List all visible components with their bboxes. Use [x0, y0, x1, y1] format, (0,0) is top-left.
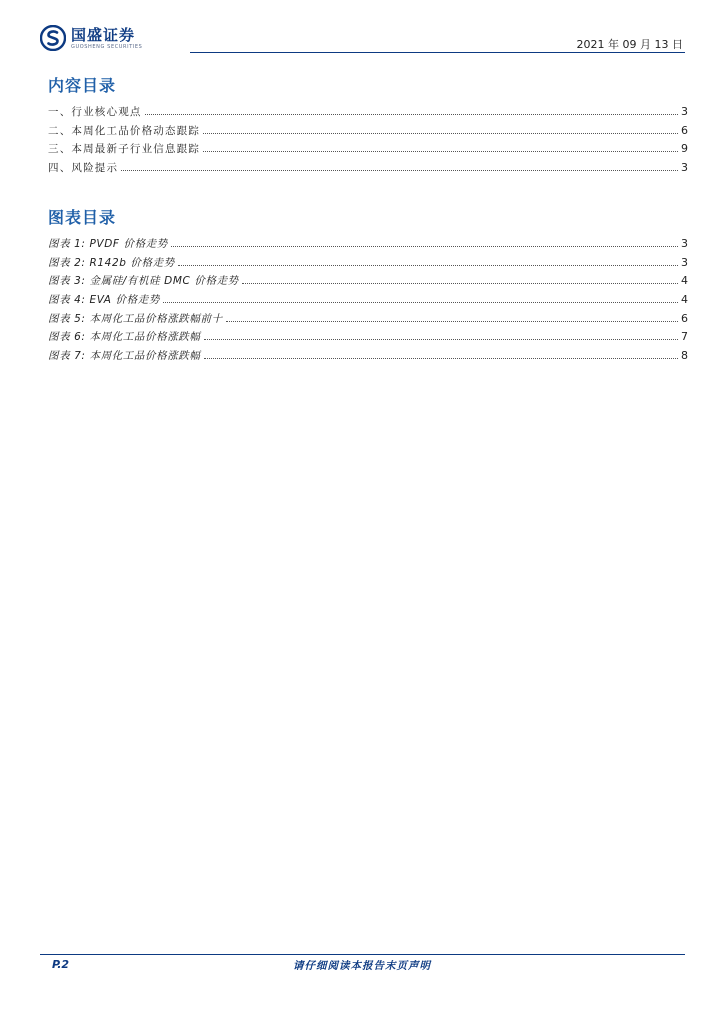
dot-leader [204, 357, 679, 359]
dot-leader [171, 245, 678, 247]
dot-leader [145, 113, 678, 115]
report-date: 2021 年 09 月 13 日 [576, 38, 683, 51]
company-logo [40, 24, 142, 52]
footer-disclaimer: 请仔细阅读本报告末页声明 [293, 960, 431, 972]
figure-entry[interactable] [48, 273, 688, 292]
toc-entry-page: 6 [681, 123, 688, 137]
toc-heading: 内容目录 [48, 76, 117, 95]
toc-entry[interactable] [48, 141, 688, 160]
figure-entry[interactable] [48, 292, 688, 311]
toc-entry-page: 3 [681, 105, 688, 118]
toc-entry-page: 3 [681, 161, 688, 175]
figure-list-heading: 图表目录 [48, 208, 117, 227]
figure-entry-page: 4 [681, 274, 688, 288]
figure-entry-page: 4 [681, 293, 688, 307]
dot-leader [226, 320, 678, 322]
dot-leader [242, 282, 678, 284]
toc-entry-label: 四、风险提示 [48, 162, 119, 175]
toc-entry-label: 二、本周化工品价格动态跟踪 [48, 124, 201, 137]
logo-name-en: GUOSHENG SECURITIES [71, 43, 143, 50]
figure-entry[interactable] [48, 329, 688, 348]
toc-list [48, 104, 688, 179]
figure-entry-label: 图表 3: 金属硅/有机硅 DMC 价格走势 [48, 275, 239, 288]
header-divider [190, 52, 685, 53]
dot-leader [204, 338, 679, 340]
page-header [40, 20, 685, 56]
toc-entry-label: 一、行业核心观点 [48, 106, 142, 118]
logo-name-cn: 国盛证券 [71, 25, 136, 44]
figure-entry-page: 3 [681, 237, 688, 250]
dot-leader [163, 301, 678, 303]
toc-entry[interactable] [48, 104, 688, 123]
dot-leader [178, 264, 678, 266]
figure-entry-label: 图表 4: EVA 价格走势 [48, 294, 160, 307]
logo-icon [40, 25, 66, 51]
footer-divider [40, 954, 685, 955]
figure-entry[interactable] [48, 348, 688, 367]
figure-entry[interactable] [48, 255, 688, 274]
dot-leader [121, 169, 678, 171]
figure-list [48, 236, 688, 367]
figure-entry-label: 图表 6: 本周化工品价格涨跌幅 [48, 331, 201, 344]
figure-entry[interactable] [48, 311, 688, 330]
page-number: P.2 [52, 958, 70, 971]
figure-entry[interactable] [48, 236, 688, 255]
figure-entry-label: 图表 7: 本周化工品价格涨跌幅 [48, 350, 201, 363]
toc-entry[interactable] [48, 160, 688, 179]
toc-entry[interactable] [48, 123, 688, 142]
dot-leader [203, 132, 678, 134]
figure-entry-page: 8 [681, 349, 688, 363]
toc-entry-page: 9 [681, 142, 688, 156]
figure-entry-label: 图表 2: R142b 价格走势 [48, 256, 175, 269]
dot-leader [203, 150, 678, 152]
figure-entry-page: 6 [681, 311, 688, 325]
toc-entry-label: 三、本周最新子行业信息跟踪 [48, 143, 201, 156]
figure-entry-label: 图表 1: PVDF 价格走势 [48, 238, 168, 250]
figure-entry-label: 图表 5: 本周化工品价格涨跌幅前十 [48, 312, 223, 325]
figure-entry-page: 7 [681, 330, 688, 344]
figure-entry-page: 3 [681, 255, 688, 269]
